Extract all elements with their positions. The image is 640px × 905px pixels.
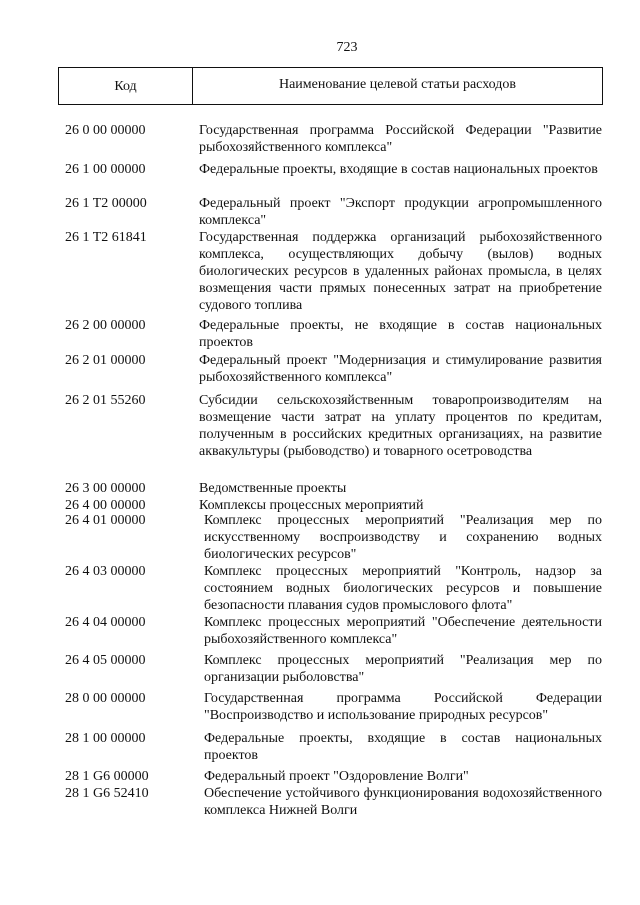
row-code: 26 1 00 00000 (65, 162, 146, 177)
row-code: 28 1 G6 52410 (65, 786, 149, 801)
row-name: Государственная программа Российской Федерации "Развитие рыбохозяйственного комплекса" (199, 123, 602, 155)
row-name: Субсидии сельскохозяйственным товаропроизводителям на возмещение части затрат на уплату процентов по кредитам, полученным в российских кредитных организациях, на развитие аквакультуры (рыбоводство) и товарного осетроводства (199, 393, 602, 459)
row-code: 26 2 01 55260 (65, 393, 146, 408)
row-code: 26 4 05 00000 (65, 653, 146, 668)
table-header (58, 67, 603, 105)
row-code: 26 4 04 00000 (65, 615, 146, 630)
row-name: Обеспечение устойчивого функционирования водохозяйственного комплекса Нижней Волги (204, 786, 602, 818)
row-code: 28 1 G6 00000 (65, 769, 149, 784)
row-code: 26 2 00 00000 (65, 318, 146, 333)
header-name: Наименование целевой статьи расходов (278, 77, 517, 92)
row-code: 26 3 00 00000 (65, 481, 146, 496)
row-name: Комплексы процессных мероприятий (199, 498, 424, 513)
row-code: 26 2 01 00000 (65, 353, 146, 368)
row-name: Федеральный проект "Оздоровление Волги" (204, 769, 469, 784)
row-code: 26 4 03 00000 (65, 564, 146, 579)
row-code: 28 1 00 00000 (65, 731, 146, 746)
row-code: 26 4 00 00000 (65, 498, 146, 513)
row-name: Федеральный проект "Модернизация и стимулирование развития рыбохозяйственного комплекса" (199, 353, 602, 385)
row-code: 26 1 T2 00000 (65, 196, 147, 211)
row-name: Комплекс процессных мероприятий "Реализация мер по организации рыболовства" (204, 653, 602, 685)
row-code: 26 0 00 00000 (65, 123, 146, 138)
row-name: Федеральные проекты, входящие в состав национальных проектов (199, 162, 598, 177)
row-name: Государственная программа Российской Федерации "Воспроизводство и использование природных ресурсов" (204, 691, 602, 723)
row-name: Федеральный проект "Экспорт продукции агропромышленного комплекса" (199, 196, 602, 228)
row-name: Комплекс процессных мероприятий "Обеспечение деятельности рыбохозяйственного комплекса" (204, 615, 602, 647)
row-name: Комплекс процессных мероприятий "Реализация мер по искусственному воспроизводству и сохранению водных биологических ресурсов" (204, 513, 602, 562)
row-code: 28 0 00 00000 (65, 691, 146, 706)
row-code: 26 4 01 00000 (65, 513, 146, 528)
row-code: 26 1 T2 61841 (65, 230, 147, 245)
page-number: 723 (336, 40, 358, 55)
row-name: Комплекс процессных мероприятий "Контроль, надзор за состоянием водных биологических ресурсов и повышение безопасности плавания судов промыслового флота" (204, 564, 602, 613)
row-name: Федеральные проекты, входящие в состав национальных проектов (204, 731, 602, 763)
row-name: Государственная поддержка организаций рыбохозяйственного комплекса, осуществляющих добычу (вылов) водных биологических ресурсов в удаленных районах промысла, в целях возмещения части прямых понесенных затрат на приобретение судового топлива (199, 230, 602, 313)
header-code: Код (59, 68, 193, 104)
row-name: Ведомственные проекты (199, 481, 347, 496)
row-name: Федеральные проекты, не входящие в состав национальных проектов (199, 318, 602, 350)
